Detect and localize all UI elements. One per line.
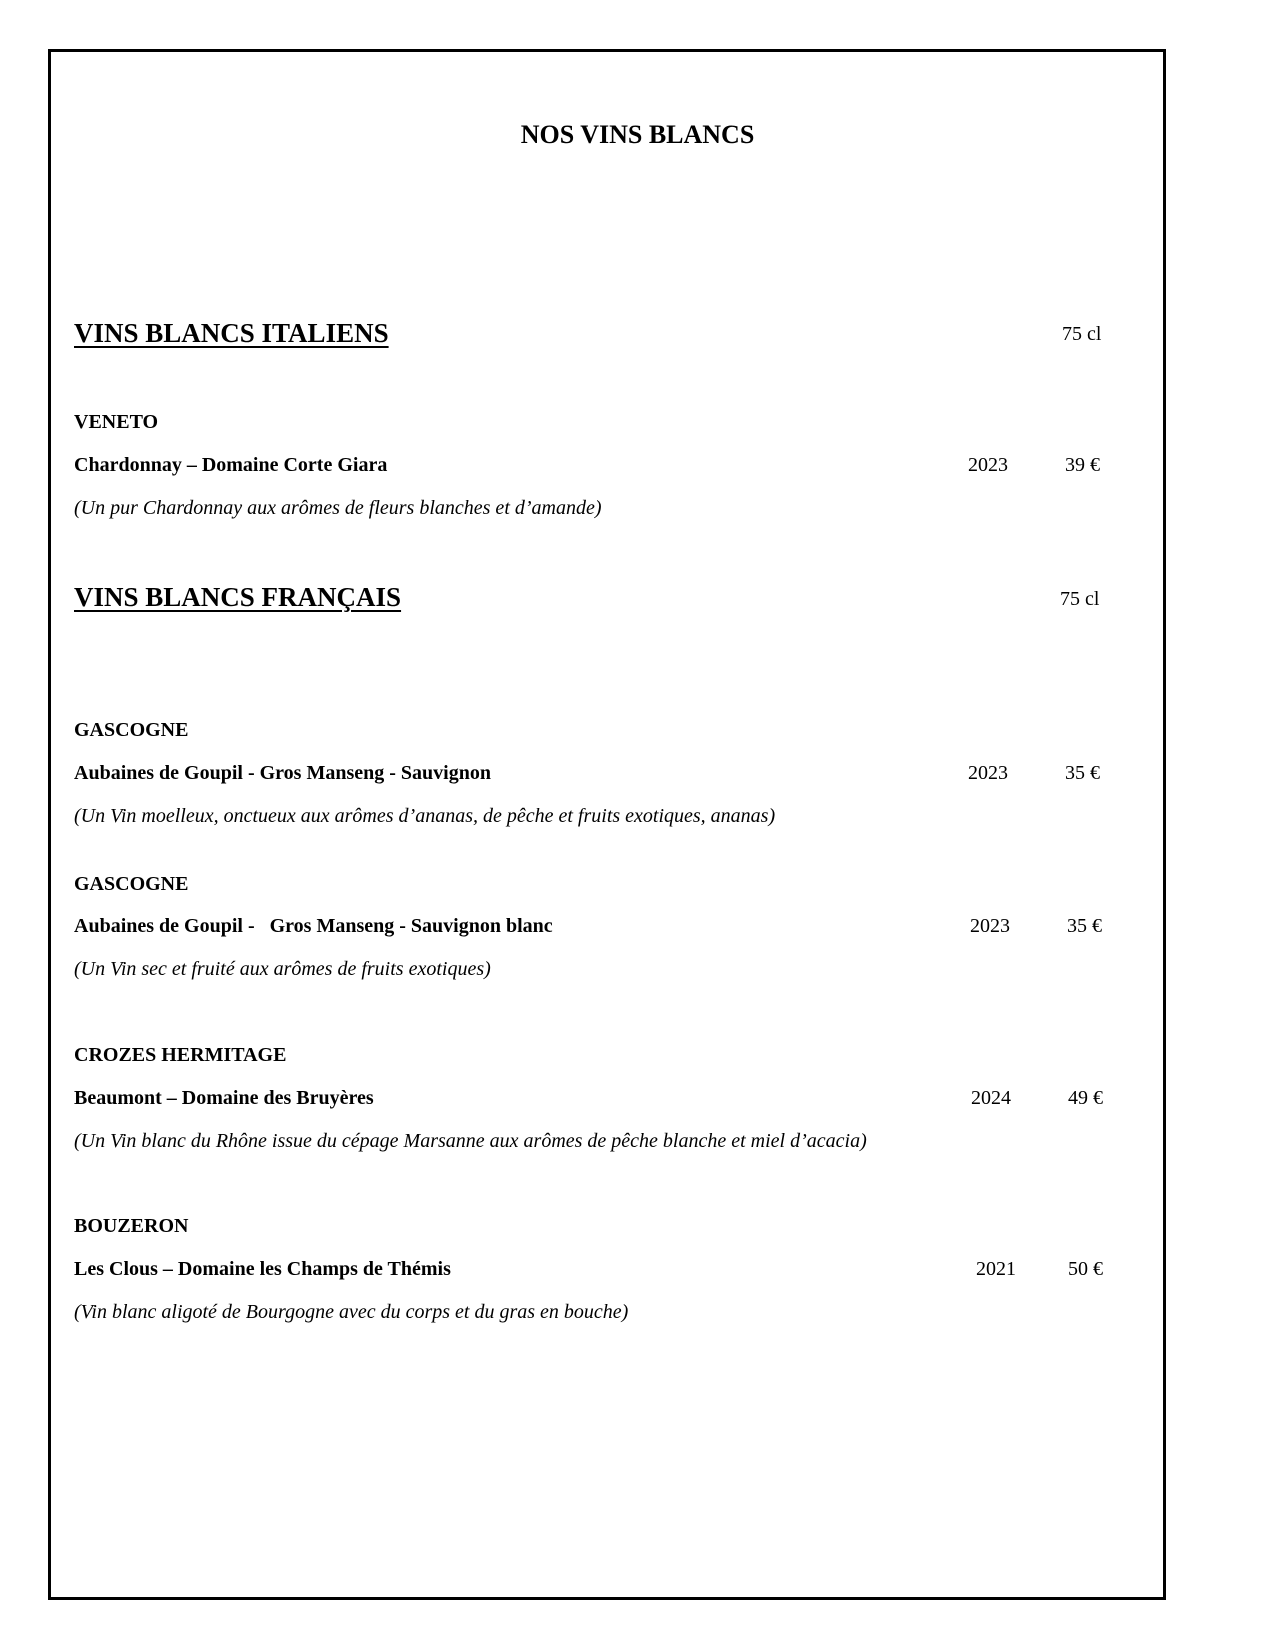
wine-description: (Un Vin blanc du Rhône issue du cépage Marsanne aux arômes de pêche blanche et miel d’acacia): [74, 1130, 867, 1152]
wine-year: 2024: [971, 1087, 1011, 1109]
wine-price: 39 €: [1065, 454, 1100, 476]
wine-year: 2023: [968, 454, 1008, 476]
section-title-italian: VINS BLANCS ITALIENS: [74, 318, 389, 348]
wine-name: Aubaines de Goupil - Gros Manseng - Sauvignon blanc: [74, 915, 553, 937]
wine-price: 49 €: [1068, 1087, 1103, 1109]
section-volume-italian: 75 cl: [1062, 323, 1102, 345]
wine-description: (Un pur Chardonnay aux arômes de fleurs blanches et d’amande): [74, 497, 602, 519]
wine-region: BOUZERON: [74, 1215, 189, 1237]
wine-year: 2023: [970, 915, 1010, 937]
wine-region: GASCOGNE: [74, 719, 189, 741]
wine-description: (Un Vin moelleux, onctueux aux arômes d’ananas, de pêche et fruits exotiques, ananas): [74, 805, 776, 827]
wine-name: Les Clous – Domaine les Champs de Thémis: [74, 1258, 451, 1280]
wine-price: 50 €: [1068, 1258, 1103, 1280]
wine-region: CROZES HERMITAGE: [74, 1044, 287, 1066]
section-title-french: VINS BLANCS FRANÇAIS: [74, 582, 402, 612]
wine-year: 2021: [976, 1258, 1016, 1280]
wine-name: Chardonnay – Domaine Corte Giara: [74, 454, 388, 476]
section-volume-french: 75 cl: [1060, 588, 1100, 610]
wine-description: (Un Vin sec et fruité aux arômes de fruits exotiques): [74, 958, 491, 980]
wine-price: 35 €: [1067, 915, 1102, 937]
wine-region: GASCOGNE: [74, 873, 189, 895]
wine-name: Aubaines de Goupil - Gros Manseng - Sauvignon: [74, 762, 491, 784]
wine-description: (Vin blanc aligoté de Bourgogne avec du corps et du gras en bouche): [74, 1301, 629, 1323]
wine-region: VENETO: [74, 411, 159, 433]
wine-name: Beaumont – Domaine des Bruyères: [74, 1087, 374, 1109]
wine-price: 35 €: [1065, 762, 1100, 784]
page-title: NOS VINS BLANCS: [520, 120, 755, 149]
wine-year: 2023: [968, 762, 1008, 784]
